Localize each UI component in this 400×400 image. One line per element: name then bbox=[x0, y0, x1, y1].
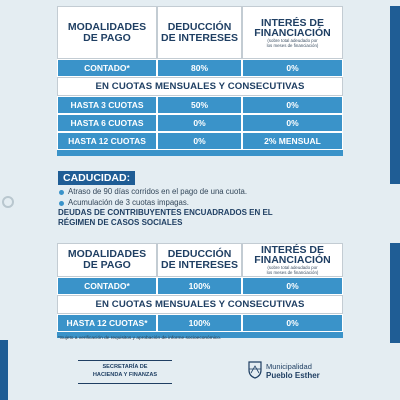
table-row bbox=[57, 132, 343, 150]
table-row bbox=[57, 96, 343, 114]
payment-table-general bbox=[57, 6, 343, 156]
municipal-shield-icon bbox=[248, 361, 262, 379]
decorative-stripe-bottom bbox=[390, 243, 400, 343]
row-deduccion: 100% bbox=[157, 277, 242, 295]
row-label: CONTADO* bbox=[57, 59, 157, 77]
header-interes: INTERÉS DE FINANCIACIÓN (sobre total adeudado por los meses de financiación) bbox=[242, 6, 343, 59]
header-modalidades: MODALIDADES DE PAGO bbox=[57, 6, 157, 59]
row-deduccion: 80% bbox=[157, 59, 242, 77]
row-label: HASTA 12 CUOTAS* bbox=[57, 314, 157, 332]
section-label: EN CUOTAS MENSUALES Y CONSECUTIVAS bbox=[57, 77, 343, 96]
footnote: *Sujeto a verificación de requisitos y aprobación de informe socioeconómico. bbox=[58, 336, 222, 341]
table-row-contado bbox=[57, 277, 343, 295]
header-deduccion: DEDUCCIÓN DE INTERESES bbox=[157, 243, 242, 277]
header-interes-note: (sobre total adeudado por los meses de financiación) bbox=[266, 265, 319, 275]
decorative-corner bbox=[0, 340, 8, 400]
header-interes: INTERÉS DE FINANCIACIÓN (sobre total adeudado por los meses de financiación) bbox=[242, 243, 343, 277]
decorative-stripe-top bbox=[390, 6, 400, 184]
table-bottom-band bbox=[57, 150, 343, 156]
row-label: HASTA 12 CUOTAS bbox=[57, 132, 157, 150]
row-label: HASTA 6 CUOTAS bbox=[57, 114, 157, 132]
row-label: HASTA 3 CUOTAS bbox=[57, 96, 157, 114]
section-label: EN CUOTAS MENSUALES Y CONSECUTIVAS bbox=[57, 295, 343, 314]
header-interes-note: (sobre total adeudado por los meses de financiación) bbox=[266, 37, 319, 48]
row-interes: 0% bbox=[242, 96, 343, 114]
header-modalidades: MODALIDADES DE PAGO bbox=[57, 243, 157, 277]
list-item: Acumulación de 3 cuotas impagas. bbox=[58, 198, 247, 209]
row-deduccion: 0% bbox=[157, 132, 242, 150]
row-deduccion: 100% bbox=[157, 314, 242, 332]
list-item: Atraso de 90 días corridos en el pago de una cuota. bbox=[58, 187, 247, 198]
municipalidad-label: Municipalidad bbox=[266, 362, 312, 371]
section-row bbox=[57, 295, 343, 314]
row-deduccion: 50% bbox=[157, 96, 242, 114]
row-interes: 2% MENSUAL bbox=[242, 132, 343, 150]
table-row bbox=[57, 114, 343, 132]
pueblo-esther-label: Pueblo Esther bbox=[266, 371, 320, 380]
header-deduccion: DEDUCCIÓN DE INTERESES bbox=[157, 6, 242, 59]
row-label: CONTADO* bbox=[57, 277, 157, 295]
deudas-heading: DEUDAS DE CONTRIBUYENTES ENCUADRADOS EN EL RÉGIMEN DE CASOS SOCIALES bbox=[58, 208, 273, 227]
row-interes: 0% bbox=[242, 114, 343, 132]
row-interes: 0% bbox=[242, 59, 343, 77]
table-row-contado bbox=[57, 59, 343, 77]
table-header-row bbox=[57, 243, 343, 277]
caducidad-title: CADUCIDAD: bbox=[58, 171, 135, 185]
table-header-row bbox=[57, 6, 343, 59]
table-row bbox=[57, 314, 343, 332]
row-interes: 0% bbox=[242, 314, 343, 332]
payment-table-social bbox=[57, 243, 343, 338]
section-row bbox=[57, 77, 343, 96]
caducidad-list bbox=[58, 187, 247, 208]
secretaria-logo: SECRETARÍA DE HACIENDA Y FINANZAS bbox=[78, 360, 172, 384]
row-deduccion: 0% bbox=[157, 114, 242, 132]
row-interes: 0% bbox=[242, 277, 343, 295]
carousel-dot-icon[interactable] bbox=[2, 196, 14, 208]
